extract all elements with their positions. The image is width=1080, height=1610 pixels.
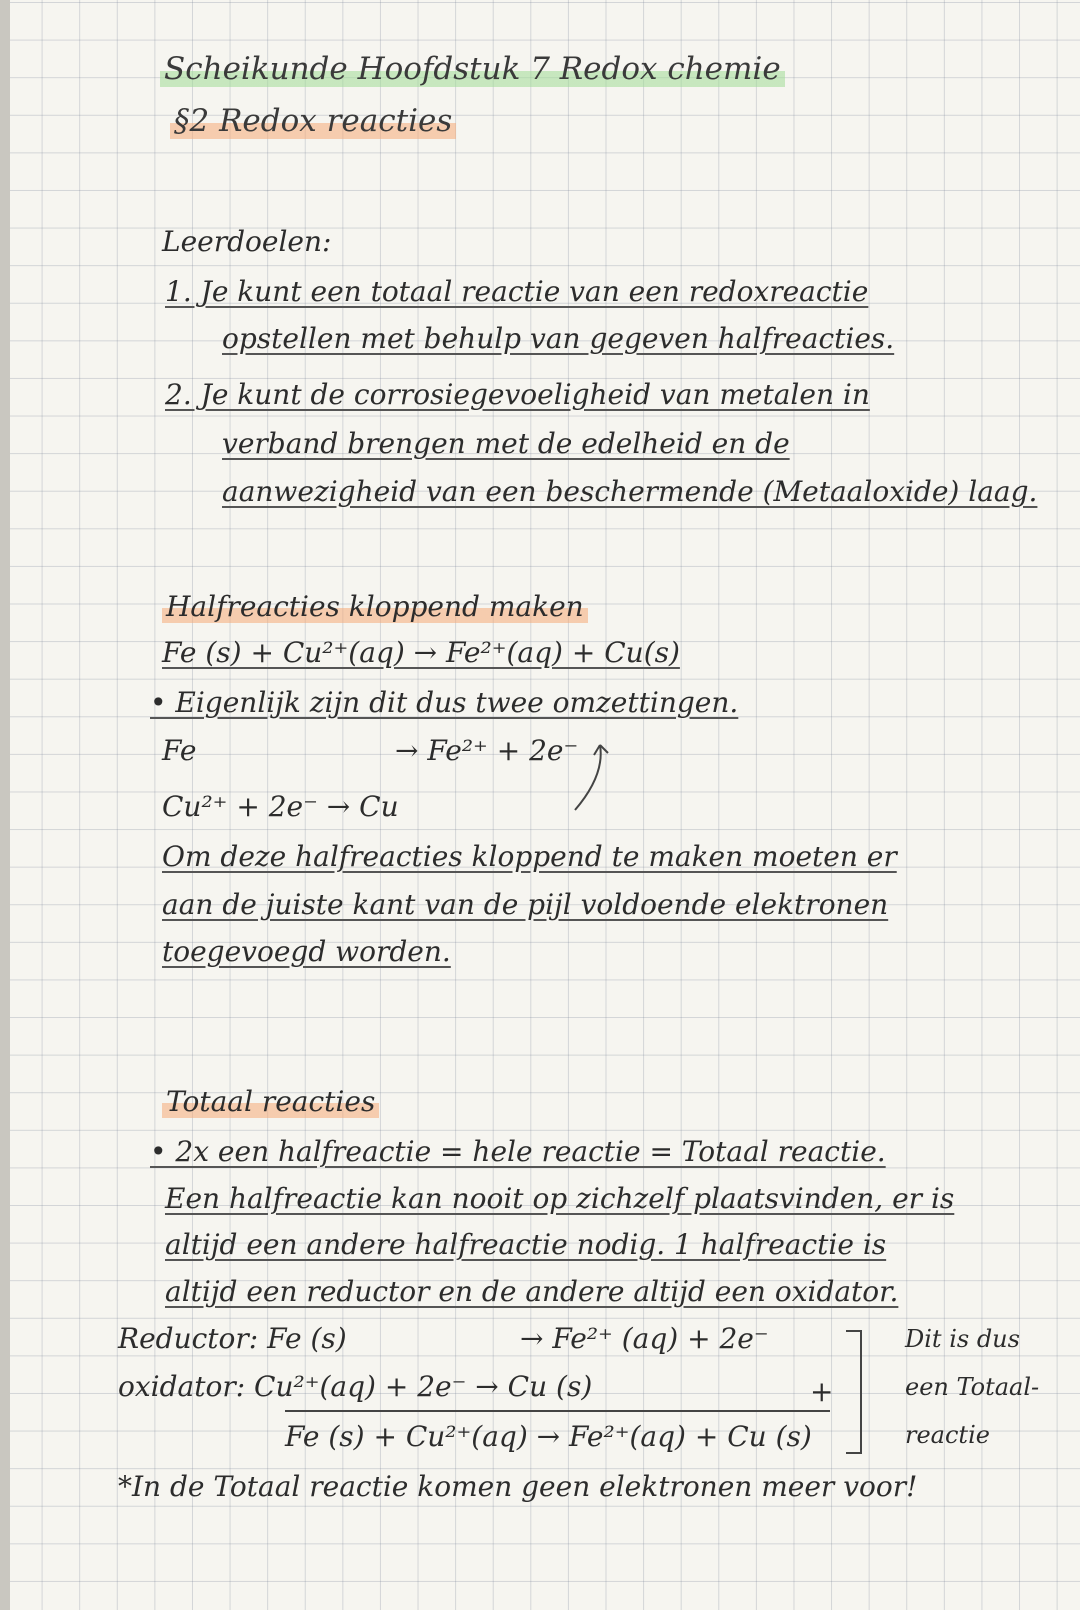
subtitle-text: §2 Redox reacties <box>170 103 456 139</box>
reductor-half-reaction: → Fe²⁺ (aq) + 2e⁻ <box>520 1322 769 1355</box>
explanation-line-3: toegevoegd worden. <box>162 935 451 968</box>
explanation-line-2: aan de juiste kant van de pijl voldoende elektronen <box>162 888 889 921</box>
page-edge <box>0 0 10 1610</box>
final-note: *In de Totaal reactie komen geen elektronen meer voor! <box>118 1470 918 1503</box>
page-subtitle <box>170 104 456 138</box>
total-line-1: • 2x een halfreactie = hele reactie = Totaal reactie. <box>150 1135 886 1168</box>
half-reaction-1-left: Fe <box>162 734 197 767</box>
goal-2-line-1: 2. Je kunt de corrosiegevoeligheid van metalen in <box>165 378 870 411</box>
note-two-conversions: • Eigenlijk zijn dit dus twee omzettingen. <box>150 686 739 719</box>
total-reactions-heading <box>162 1085 379 1119</box>
plus-sign: + <box>810 1375 834 1408</box>
half-reactions-heading <box>162 590 588 624</box>
total-line-2: Een halfreactie kan nooit op zichzelf plaatsvinden, er is <box>165 1182 955 1215</box>
goal-1-line-1: 1. Je kunt een totaal reactie van een redoxreactie <box>165 275 869 308</box>
sum-equation: Fe (s) + Cu²⁺(aq) → Fe²⁺(aq) + Cu (s) <box>285 1420 812 1453</box>
side-note-line-1: Dit is dus <box>905 1325 1020 1353</box>
title-text: Scheikunde Hoofdstuk 7 Redox chemie <box>160 51 785 87</box>
page-title <box>160 52 785 86</box>
total-line-3: altijd een andere halfreactie nodig. 1 halfreactie is <box>165 1228 887 1261</box>
total-line-4: altijd een reductor en de andere altijd een oxidator. <box>165 1275 899 1308</box>
total-heading-text: Totaal reacties <box>162 1085 379 1118</box>
side-note-line-3: reactie <box>905 1421 990 1449</box>
sum-rule <box>285 1410 830 1412</box>
curved-arrow <box>560 735 680 825</box>
goal-1-line-2: opstellen met behulp van gegeven halfreacties. <box>222 322 895 355</box>
reductor-label: Reductor: Fe (s) <box>118 1322 347 1355</box>
goal-2-line-3: aanwezigheid van een beschermende (Metaaloxide) laag. <box>222 475 1038 508</box>
half-heading-text: Halfreacties kloppend maken <box>162 590 588 623</box>
half-reaction-1-right: → Fe²⁺ + 2e⁻ <box>395 734 579 767</box>
goals-heading: Leerdoelen: <box>162 225 332 258</box>
half-reaction-2: Cu²⁺ + 2e⁻ → Cu <box>162 790 399 823</box>
summary-bracket <box>846 1330 862 1454</box>
explanation-line-1: Om deze halfreacties kloppend te maken moeten er <box>162 840 897 873</box>
equation-1: Fe (s) + Cu²⁺(aq) → Fe²⁺(aq) + Cu(s) <box>162 636 680 669</box>
side-note-line-2: een Totaal- <box>905 1373 1040 1401</box>
goal-2-line-2: verband brengen met de edelheid en de <box>222 427 790 460</box>
oxidator-label: oxidator: Cu²⁺(aq) + 2e⁻ → Cu (s) <box>118 1370 593 1403</box>
